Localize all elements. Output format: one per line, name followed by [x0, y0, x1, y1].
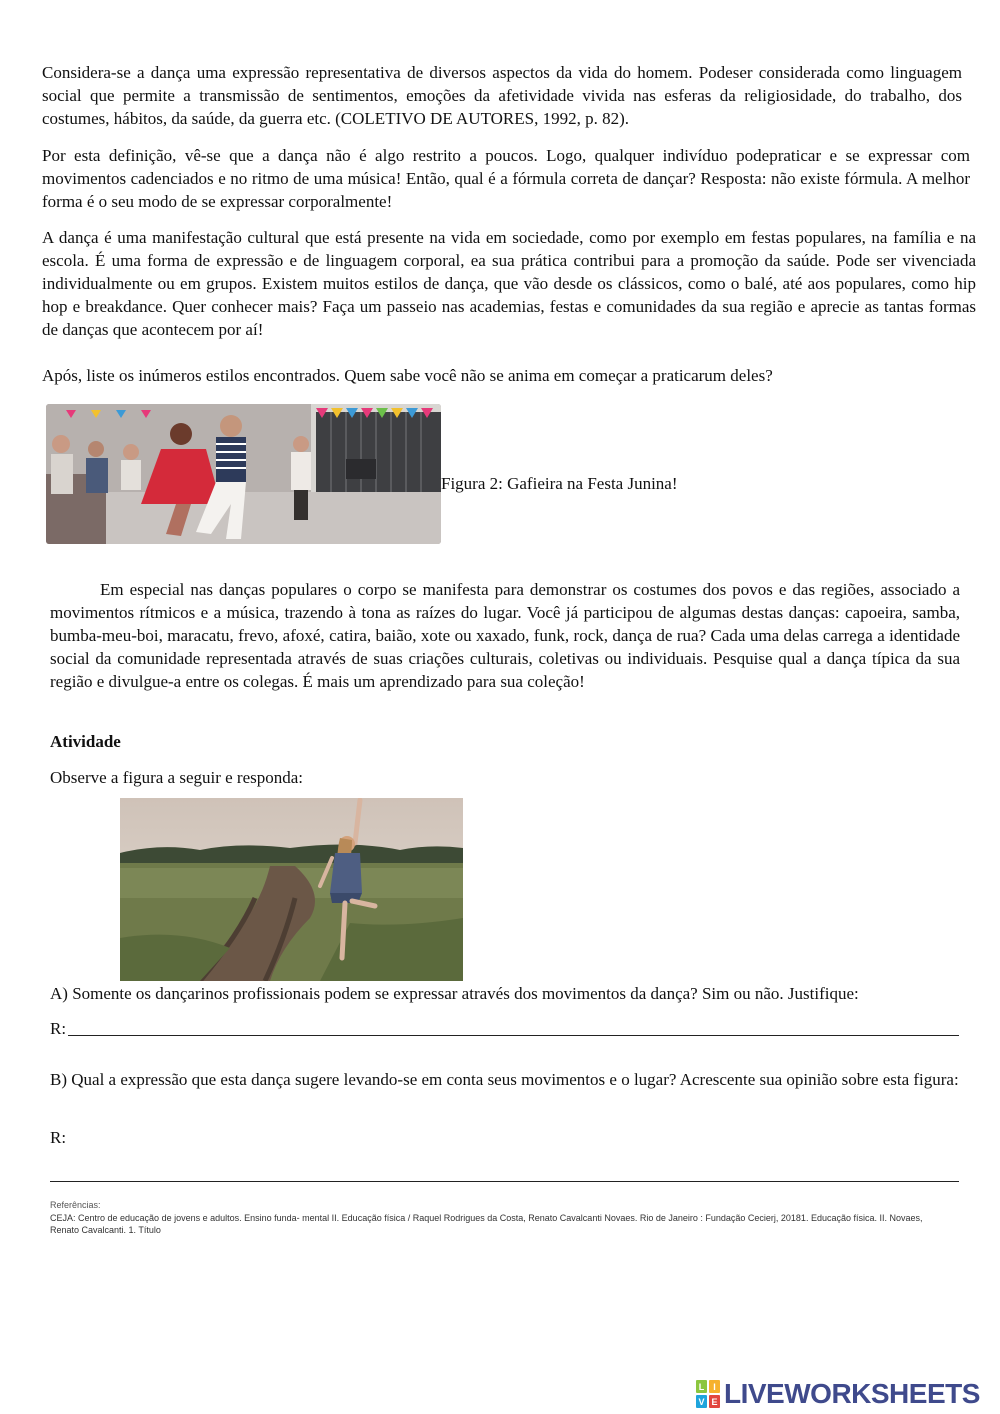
question-b: B) Qual a expressão que esta dança sugere levando-se em conta seus movimentos e o lugar? Acrescente sua opinião sobre esta figura: — [50, 1070, 959, 1089]
answer-a-label: R: — [50, 1019, 67, 1038]
svg-text:V: V — [698, 1397, 705, 1407]
activity-instruction: Observe a figura a seguir e responda: — [50, 768, 304, 787]
svg-text:L: L — [698, 1382, 705, 1392]
popular-dances-paragraph: Em especial nas danças populares o corpo se manifesta para demonstrar os costumes dos povos e das regiões, associado a movimentos rítmicos e a música, trazendo à tona as raízes do lugar. Você já participou de algumas destas danças: capoeira, samba, bumba-meu-boi, maracatu, frevo, afoxé, catira, baião, xote ou xaxado, funk, rock, dança de rua? Cada uma delas carrega a identidade social da comunidade representada através de suas criações culturais, coletivas ou individuais. Pesquise qual a dança típica da sua região e divulgue-a entre os colegas. É mais um aprendizado para sua coleção! — [50, 580, 960, 691]
dancer-on-dirt-road-photo — [120, 798, 463, 981]
svg-text:I: I — [713, 1382, 716, 1392]
svg-text:E: E — [711, 1397, 718, 1407]
styles-paragraph: Após, liste os inúmeros estilos encontrados. Quem sabe você não se anima em começar a praticarum deles? — [42, 366, 773, 385]
liveworksheets-logo — [695, 1377, 980, 1411]
answer-b-label: R: — [50, 1128, 67, 1147]
answer-a-field[interactable] — [50, 1017, 959, 1041]
definition-paragraph: Por esta definição, vê-se que a dança não é algo restrito a poucos. Logo, qualquer indivíduo podepraticar e se expressar com movimentos cadenciados e no ritmo de uma música! Então, qual é a fórmula correta de dançar? Resposta: não existe fórmula. A melhor forma é o seu modo de se expressar corporalmente! — [42, 146, 970, 211]
references — [50, 1199, 940, 1237]
liveworksheets-logo-icon — [695, 1379, 721, 1409]
activity-heading: Atividade — [50, 732, 121, 751]
references-title: Referências: — [50, 1200, 101, 1210]
intro-paragraph: Considera-se a dança uma expressão representativa de diversos aspectos da vida do homem. Podeser considerada como linguagem social que permite a transmissão de sentimentos, emoções da afetividade vivida nas esferas da religiosidade, do trabalho, dos costumes, hábitos, da saúde, da guerra etc. (COLETIVO DE AUTORES, 1992, p. 82). — [42, 63, 962, 128]
answer-a-line[interactable] — [68, 1035, 959, 1036]
question-a: A) Somente os dançarinos profissionais podem se expressar através dos movimentos da dança? Sim ou não. Justifique: — [50, 984, 859, 1003]
gafieira-photo — [46, 404, 441, 544]
answer-b-line[interactable] — [50, 1181, 959, 1182]
figure-caption: Figura 2: Gafieira na Festa Junina! — [441, 474, 678, 493]
culture-paragraph: A dança é uma manifestação cultural que está presente na vida em sociedade, como por exemplo em festas populares, na família e na escola. É uma forma de expressão e de linguagem corporal, ea sua prática contribui para a promoção da saúde. Pode ser vivenciada individualmente ou em grupos. Existem muitos estilos de dança, que vão desde os clássicos, como o balé, até aos populares, como hip hop e breakdance. Quer conhecer mais? Faça um passeio nas academias, festas e comunidades da sua região e aprecie as tantas formas de danças que acontecem por aí! — [42, 228, 976, 339]
references-text: CEJA: Centro de educação de jovens e adultos. Ensino funda- mental II. Educação física / Raquel Rodrigues da Costa, Renato Cavalcanti Novaes. Rio de Janeiro : Fundação Cecierj, 20181. Educação física. II. Novaes, Renato Cavalcanti. 1. Título — [50, 1212, 923, 1235]
liveworksheets-logo-text: LIVEWORKSHEETS — [724, 1378, 980, 1409]
